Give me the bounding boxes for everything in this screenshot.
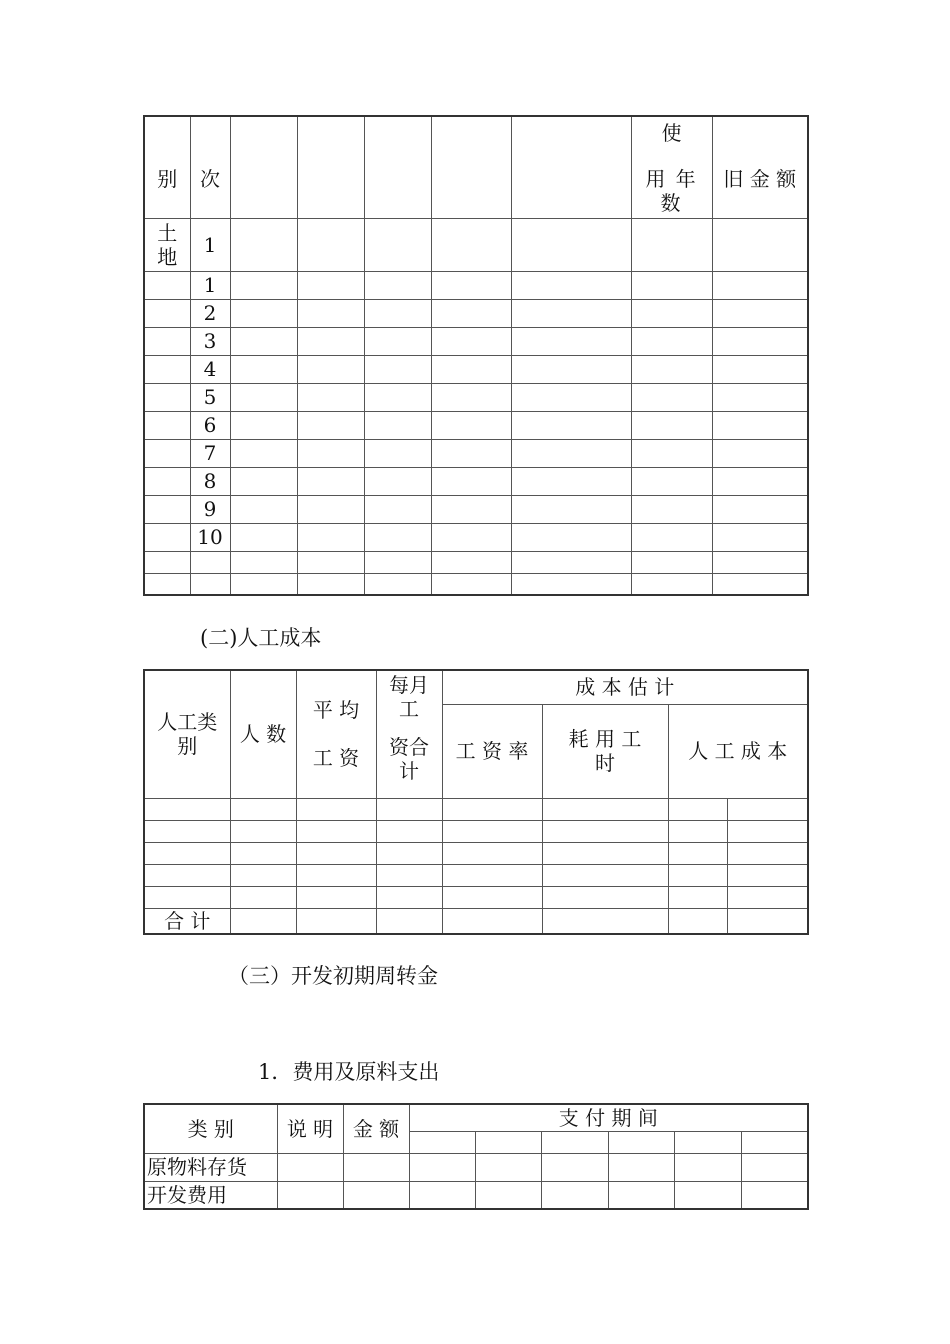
table-cell xyxy=(442,908,542,934)
table-cell xyxy=(712,467,808,495)
table-cell xyxy=(144,864,230,886)
row-number: 7 xyxy=(190,439,230,467)
header-useful-years-bottom: 用 年 数 xyxy=(645,167,698,215)
table-cell xyxy=(409,1181,475,1209)
table-cell xyxy=(511,467,631,495)
table-cell xyxy=(631,439,712,467)
header-monthly-total-bottom: 资合计 xyxy=(389,735,429,783)
row-number: 1 xyxy=(190,271,230,299)
table-cell xyxy=(727,886,808,908)
table-cell xyxy=(296,908,376,934)
table-row xyxy=(144,842,808,864)
table-cell xyxy=(674,1131,741,1153)
table-cell xyxy=(631,218,712,271)
table-cell xyxy=(608,1153,674,1181)
table-cell xyxy=(230,327,297,355)
row-number: 6 xyxy=(190,411,230,439)
table-cell xyxy=(230,116,297,218)
table-row xyxy=(144,327,808,355)
row-label: 开发费用 xyxy=(144,1181,277,1209)
header-cost-estimate: 成 本 估 计 xyxy=(442,670,808,704)
table-cell xyxy=(230,820,296,842)
table-cell xyxy=(631,327,712,355)
header-useful-years xyxy=(631,116,712,218)
table-cell xyxy=(475,1131,541,1153)
table-row xyxy=(144,523,808,551)
table-cell xyxy=(144,299,190,327)
table-cell xyxy=(364,218,431,271)
table-cell xyxy=(712,218,808,271)
header-avg-wage-bottom: 工 资 xyxy=(312,746,360,771)
working-capital-heading: （三）开发初期周转金 xyxy=(228,964,438,988)
table-cell xyxy=(343,1153,409,1181)
table-cell xyxy=(190,551,230,573)
table-cell xyxy=(475,1153,541,1181)
table-cell xyxy=(511,495,631,523)
table-cell xyxy=(631,411,712,439)
table-row xyxy=(144,467,808,495)
table-cell xyxy=(511,116,631,218)
expenses-heading: 1．费用及原料支出 xyxy=(258,1060,440,1084)
table-cell xyxy=(144,886,230,908)
table-cell xyxy=(230,864,296,886)
header-avg-wage xyxy=(296,670,376,798)
table-total-row xyxy=(144,908,808,934)
table-cell xyxy=(230,411,297,439)
table-header-row xyxy=(144,116,808,218)
table-cell xyxy=(511,551,631,573)
table-cell xyxy=(144,271,190,299)
table-cell xyxy=(364,271,431,299)
table-cell xyxy=(431,271,511,299)
table-cell xyxy=(608,1131,674,1153)
table-cell xyxy=(712,523,808,551)
table-row xyxy=(144,798,808,820)
table-row xyxy=(144,299,808,327)
header-old-amount: 旧 金 额 xyxy=(712,116,808,218)
labor-cost-table xyxy=(143,669,809,935)
table-cell xyxy=(511,573,631,595)
table-cell xyxy=(712,551,808,573)
table-cell xyxy=(712,439,808,467)
table-cell xyxy=(364,299,431,327)
table-cell xyxy=(442,886,542,908)
table-cell xyxy=(277,1153,343,1181)
table-header-row xyxy=(144,1104,808,1131)
table-cell xyxy=(230,573,297,595)
table-cell xyxy=(144,820,230,842)
table-cell xyxy=(511,327,631,355)
row-number: 5 xyxy=(190,383,230,411)
table-cell xyxy=(230,271,297,299)
row-number: 9 xyxy=(190,495,230,523)
header-category: 类 别 xyxy=(144,1104,277,1153)
table-cell xyxy=(431,439,511,467)
table-cell xyxy=(668,798,727,820)
table-cell xyxy=(431,573,511,595)
land-number: 1 xyxy=(190,218,230,271)
header-amount: 金 额 xyxy=(343,1104,409,1153)
table-cell xyxy=(541,1181,608,1209)
table-cell xyxy=(631,573,712,595)
table-cell xyxy=(741,1153,808,1181)
table-cell xyxy=(230,798,296,820)
table-cell xyxy=(376,908,442,934)
table-cell xyxy=(542,798,668,820)
row-number: 4 xyxy=(190,355,230,383)
table-cell xyxy=(431,327,511,355)
table-cell xyxy=(674,1153,741,1181)
table-cell xyxy=(712,573,808,595)
table-cell xyxy=(297,116,364,218)
table-cell xyxy=(542,820,668,842)
table-cell xyxy=(712,383,808,411)
table-header-row xyxy=(144,670,808,704)
table-cell xyxy=(364,439,431,467)
table-row xyxy=(144,495,808,523)
table-cell xyxy=(431,551,511,573)
table-cell xyxy=(230,299,297,327)
table-cell xyxy=(343,1181,409,1209)
table-cell xyxy=(712,411,808,439)
labor-cost-heading: (二)人工成本 xyxy=(200,626,322,650)
table-cell xyxy=(712,271,808,299)
table-cell xyxy=(631,467,712,495)
table-cell xyxy=(144,523,190,551)
table-cell xyxy=(144,495,190,523)
table-row xyxy=(144,383,808,411)
table-row xyxy=(144,1181,808,1209)
table-cell xyxy=(431,411,511,439)
table-cell xyxy=(144,467,190,495)
table-cell xyxy=(631,355,712,383)
table-row xyxy=(144,1153,808,1181)
table-cell xyxy=(712,355,808,383)
table-cell xyxy=(144,327,190,355)
table-cell xyxy=(668,842,727,864)
table-cell xyxy=(409,1131,475,1153)
header-monthly-total xyxy=(376,670,442,798)
table-cell xyxy=(144,439,190,467)
table-cell xyxy=(631,551,712,573)
row-number: 3 xyxy=(190,327,230,355)
table-cell xyxy=(296,842,376,864)
table-cell xyxy=(442,842,542,864)
table-cell xyxy=(364,467,431,495)
table-cell xyxy=(144,842,230,864)
table-cell xyxy=(230,886,296,908)
header-useful-years-top: 使 xyxy=(661,121,682,145)
table-row xyxy=(144,864,808,886)
header-labor-cost: 人 工 成 本 xyxy=(668,704,808,798)
header-payment-period: 支 付 期 间 xyxy=(409,1104,808,1131)
header-wage-rate: 工 资 率 xyxy=(442,704,542,798)
table-row xyxy=(144,271,808,299)
table-cell xyxy=(364,551,431,573)
table-cell xyxy=(230,439,297,467)
table-cell xyxy=(144,573,190,595)
table-cell xyxy=(668,864,727,886)
table-cell xyxy=(364,495,431,523)
row-label: 原物料存货 xyxy=(144,1153,277,1181)
table-cell xyxy=(297,439,364,467)
row-number: 2 xyxy=(190,299,230,327)
header-avg-wage-top: 平 均 xyxy=(312,698,360,723)
table-cell xyxy=(631,523,712,551)
table-cell xyxy=(442,820,542,842)
table-cell xyxy=(144,798,230,820)
table-cell xyxy=(712,299,808,327)
table-cell xyxy=(296,886,376,908)
table-cell xyxy=(431,495,511,523)
table-row xyxy=(144,886,808,908)
table-cell xyxy=(297,271,364,299)
table-cell xyxy=(511,439,631,467)
table-cell xyxy=(297,523,364,551)
table-row xyxy=(144,820,808,842)
table-cell xyxy=(230,218,297,271)
header-monthly-total-top: 每月工 xyxy=(389,673,429,721)
table-cell xyxy=(511,271,631,299)
table-cell xyxy=(364,116,431,218)
table-cell xyxy=(364,355,431,383)
header-hours: 耗 用 工 时 xyxy=(542,704,668,798)
header-headcount: 人 数 xyxy=(230,670,296,798)
table-row xyxy=(144,355,808,383)
table-cell xyxy=(230,908,296,934)
table-cell xyxy=(144,551,190,573)
table-cell xyxy=(277,1181,343,1209)
header-description: 说 明 xyxy=(277,1104,343,1153)
header-ci: 次 xyxy=(190,116,230,218)
table-cell xyxy=(727,798,808,820)
total-label: 合 计 xyxy=(144,908,230,934)
table-cell xyxy=(296,864,376,886)
row-number: 8 xyxy=(190,467,230,495)
table-cell xyxy=(741,1131,808,1153)
table-cell xyxy=(376,864,442,886)
row-number: 10 xyxy=(190,523,230,551)
table-cell xyxy=(631,271,712,299)
table-cell xyxy=(511,355,631,383)
table-cell xyxy=(297,411,364,439)
table-cell xyxy=(668,886,727,908)
expense-table xyxy=(143,1103,809,1210)
table-cell xyxy=(364,411,431,439)
table-cell xyxy=(431,383,511,411)
table-row xyxy=(144,411,808,439)
table-cell xyxy=(542,842,668,864)
table-cell xyxy=(631,299,712,327)
table-cell xyxy=(230,355,297,383)
table-cell xyxy=(297,573,364,595)
table-cell xyxy=(668,908,727,934)
table-cell xyxy=(297,495,364,523)
table-cell xyxy=(542,886,668,908)
table-cell xyxy=(409,1153,475,1181)
table-cell xyxy=(376,842,442,864)
table-cell xyxy=(475,1181,541,1209)
table-cell xyxy=(511,411,631,439)
table-cell xyxy=(674,1181,741,1209)
table-cell xyxy=(608,1181,674,1209)
table-cell xyxy=(230,495,297,523)
table-cell xyxy=(297,551,364,573)
table-cell xyxy=(511,299,631,327)
table-cell xyxy=(741,1181,808,1209)
asset-table xyxy=(143,115,809,596)
table-cell xyxy=(144,383,190,411)
land-label: 土地 xyxy=(144,218,190,271)
table-cell xyxy=(712,327,808,355)
table-cell xyxy=(144,411,190,439)
table-cell xyxy=(376,820,442,842)
table-cell xyxy=(297,383,364,411)
table-row xyxy=(144,551,808,573)
table-cell xyxy=(364,383,431,411)
table-cell xyxy=(631,383,712,411)
table-cell xyxy=(297,467,364,495)
table-row xyxy=(144,573,808,595)
table-cell xyxy=(541,1153,608,1181)
table-cell xyxy=(511,383,631,411)
table-cell xyxy=(542,908,668,934)
table-cell xyxy=(297,299,364,327)
table-cell xyxy=(230,467,297,495)
table-cell xyxy=(364,573,431,595)
table-cell xyxy=(230,551,297,573)
table-cell xyxy=(542,864,668,886)
header-bie: 别 xyxy=(144,116,190,218)
table-cell xyxy=(442,864,542,886)
table-cell xyxy=(376,886,442,908)
table-cell xyxy=(511,523,631,551)
table-cell xyxy=(296,820,376,842)
table-cell xyxy=(712,495,808,523)
table-cell xyxy=(668,820,727,842)
table-cell xyxy=(511,218,631,271)
table-cell xyxy=(431,523,511,551)
table-row xyxy=(144,439,808,467)
table-cell xyxy=(631,495,712,523)
table-cell xyxy=(297,218,364,271)
table-cell xyxy=(376,798,442,820)
table-row-land xyxy=(144,218,808,271)
table-cell xyxy=(296,798,376,820)
table-cell xyxy=(230,842,296,864)
table-cell xyxy=(230,383,297,411)
table-cell xyxy=(431,467,511,495)
table-cell xyxy=(364,327,431,355)
table-cell xyxy=(230,523,297,551)
table-cell xyxy=(190,573,230,595)
table-cell xyxy=(364,523,431,551)
table-cell xyxy=(727,842,808,864)
table-cell xyxy=(431,116,511,218)
table-cell xyxy=(442,798,542,820)
table-cell xyxy=(727,820,808,842)
table-cell xyxy=(431,355,511,383)
table-cell xyxy=(297,327,364,355)
table-cell xyxy=(727,864,808,886)
header-labor-type: 人工类别 xyxy=(144,670,230,798)
table-cell xyxy=(541,1131,608,1153)
table-cell xyxy=(297,355,364,383)
table-cell xyxy=(431,299,511,327)
table-cell xyxy=(431,218,511,271)
table-cell xyxy=(727,908,808,934)
table-cell xyxy=(144,355,190,383)
